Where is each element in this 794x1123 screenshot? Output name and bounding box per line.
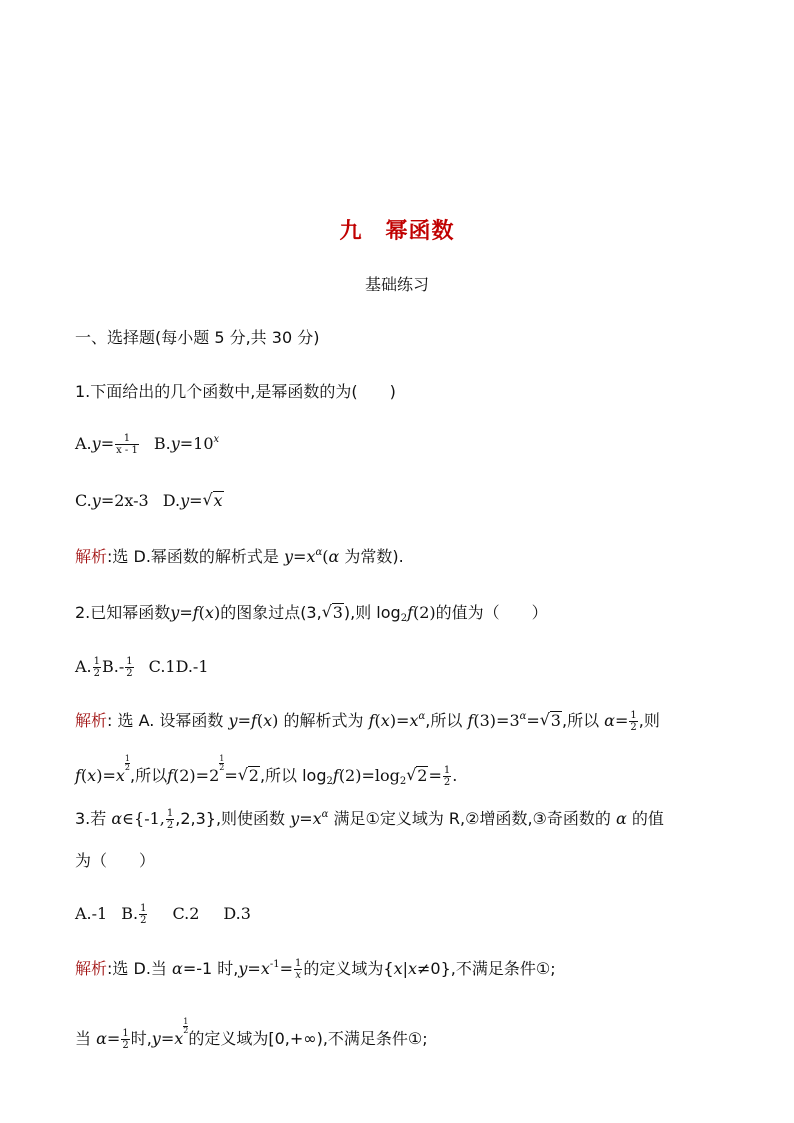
question-2-solution-line-2: f(x)=x $\frac{1}{2}$ ,所以f(2)=2 $\frac{1}{2}$ =√ 2,所以 $\log_2f(2)=\log_2√$ 2= $\frac{1}{2}$ . [75, 755, 457, 788]
section-heading: 一、选择题(每小题 5 分,共 30 分) [75, 328, 320, 347]
question-3-solution-line-2: 当 α= $\frac{1}{2}$ 时,y=x $\frac{1}{2}$ 的定义域为[0,+∞),不满足条件①; [75, 1017, 428, 1051]
question-2-solution-line-1: 解析: 选 A. 设幂函数 y=f(x) 的解析式为 $f(x)=x^\alpha$,所以 $f(3)=3^\alpha=√$ 3,所以 α= $\frac{1}{2}$ ,则 [75, 710, 660, 733]
option-a-label: A. [75, 434, 92, 453]
question-2-stem: 2.已知幂函数y=f(x)的图象过点(3,√ 3),则 $\log_2f(2)$的值为（ ） [75, 603, 548, 623]
question-3-options: A.-1 B. $\frac{1}{2}$ C.2 D.3 [75, 903, 251, 926]
question-3-stem-line-2: 为（ ） [75, 851, 156, 870]
option-a-fraction: $\frac{1}{x - 1}$ [116, 433, 138, 456]
solution-label: 解析 [75, 959, 108, 978]
option-c-label: C. [75, 491, 92, 510]
question-1-stem: 1.下面给出的几个函数中,是幂函数的为( ) [75, 382, 396, 401]
question-1-solution: 解析:选 D.幂函数的解析式是 $y=x^\alpha(\alpha$ 为常数). [75, 547, 404, 566]
sqrt-x: √ x [203, 491, 224, 511]
option-d-label: D. [162, 491, 181, 510]
question-3-solution-line-1: 解析:选 D.当 α=-1 时$,y=x^{-1}=$ $\frac{1}{x}$ 的定义域为{x|x≠0},不满足条件①; [75, 958, 556, 981]
solution-label: 解析 [75, 547, 108, 566]
option-b-label: B. [153, 434, 171, 453]
question-1-options-ab: A.y= $\frac{1}{x - 1}$ $B.y=10^x$ [75, 433, 220, 456]
page-subtitle: 基础练习 [364, 275, 429, 294]
question-1-options-cd: C.y=2x-3 D.y=√ x [75, 491, 224, 511]
question-2-options: A. $\frac{1}{2}$ B.- $\frac{1}{2}$ C.1D.-1 [75, 656, 209, 679]
page-title: 九 幂函数 [339, 219, 455, 244]
solution-label: 解析 [75, 711, 108, 730]
question-3-stem-line-1: 3.若 α∈{-1, $\frac{1}{2}$ ,2,3},则使函数 $y=x^\alpha$ 满足①定义域为 R,②增函数,③奇函数的 α 的值 [75, 808, 664, 831]
